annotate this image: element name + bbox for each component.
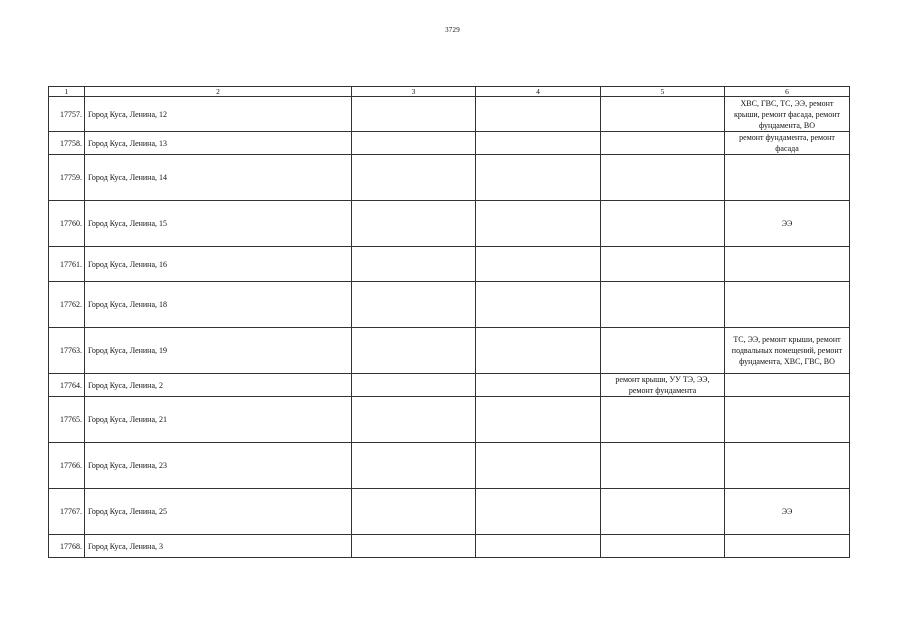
cell-col3 <box>352 97 476 132</box>
cell-col5: ремонт крыши, УУ ТЭ, ЭЭ, ремонт фундамента <box>601 374 725 397</box>
cell-col4 <box>476 489 601 535</box>
table-row <box>49 489 850 535</box>
table-row <box>49 443 850 489</box>
column-header: 1 <box>49 87 85 97</box>
address-cell: Город Куса, Ленина, 21 <box>85 397 352 443</box>
row-number: 17763. <box>49 328 85 374</box>
cell-col6: ЭЭ <box>725 201 850 247</box>
cell-col5 <box>601 247 725 282</box>
address-cell: Город Куса, Ленина, 18 <box>85 282 352 328</box>
table-row <box>49 282 850 328</box>
cell-col3 <box>352 247 476 282</box>
cell-col5 <box>601 155 725 201</box>
table-row <box>49 397 850 443</box>
cell-col6 <box>725 535 850 558</box>
cell-col3 <box>352 155 476 201</box>
address-cell: Город Куса, Ленина, 25 <box>85 489 352 535</box>
cell-col3 <box>352 282 476 328</box>
cell-col3 <box>352 535 476 558</box>
cell-col4 <box>476 247 601 282</box>
cell-col4 <box>476 282 601 328</box>
cell-col6 <box>725 247 850 282</box>
cell-col6 <box>725 397 850 443</box>
row-number: 17767. <box>49 489 85 535</box>
cell-col6: ЭЭ <box>725 489 850 535</box>
address-cell: Город Куса, Ленина, 16 <box>85 247 352 282</box>
cell-col5 <box>601 201 725 247</box>
column-header: 5 <box>601 87 725 97</box>
cell-col4 <box>476 535 601 558</box>
cell-col3 <box>352 201 476 247</box>
cell-col5 <box>601 489 725 535</box>
address-cell: Город Куса, Ленина, 15 <box>85 201 352 247</box>
cell-col4 <box>476 374 601 397</box>
cell-col5 <box>601 97 725 132</box>
cell-col6: ТС, ЭЭ, ремонт крыши, ремонт подвальных помещений, ремонт фундамента, ХВС, ГВС, ВО <box>725 328 850 374</box>
housing-table <box>48 86 850 558</box>
cell-col5 <box>601 443 725 489</box>
address-cell: Город Куса, Ленина, 23 <box>85 443 352 489</box>
row-number: 17762. <box>49 282 85 328</box>
cell-col6 <box>725 374 850 397</box>
row-number: 17764. <box>49 374 85 397</box>
cell-col4 <box>476 397 601 443</box>
cell-col3 <box>352 374 476 397</box>
cell-col4 <box>476 97 601 132</box>
cell-col5 <box>601 535 725 558</box>
cell-col4 <box>476 328 601 374</box>
cell-col4 <box>476 201 601 247</box>
table-row <box>49 328 850 374</box>
column-header: 2 <box>85 87 352 97</box>
row-number: 17768. <box>49 535 85 558</box>
address-cell: Город Куса, Ленина, 13 <box>85 132 352 155</box>
row-number: 17758. <box>49 132 85 155</box>
cell-col3 <box>352 443 476 489</box>
cell-col6: ХВС, ГВС, ТС, ЭЭ, ремонт крыши, ремонт фасада, ремонт фундамента, ВО <box>725 97 850 132</box>
column-header: 3 <box>352 87 476 97</box>
column-header: 6 <box>725 87 850 97</box>
cell-col6 <box>725 443 850 489</box>
cell-col5 <box>601 282 725 328</box>
row-number: 17765. <box>49 397 85 443</box>
row-number: 17761. <box>49 247 85 282</box>
row-number: 17757. <box>49 97 85 132</box>
table-row <box>49 155 850 201</box>
cell-col4 <box>476 443 601 489</box>
table-row <box>49 247 850 282</box>
cell-col3 <box>352 132 476 155</box>
row-number: 17766. <box>49 443 85 489</box>
cell-col3 <box>352 489 476 535</box>
address-cell: Город Куса, Ленина, 19 <box>85 328 352 374</box>
cell-col3 <box>352 328 476 374</box>
table-row <box>49 132 850 155</box>
page-number: 3729 <box>445 26 460 34</box>
address-cell: Город Куса, Ленина, 12 <box>85 97 352 132</box>
address-cell: Город Куса, Ленина, 14 <box>85 155 352 201</box>
address-cell: Город Куса, Ленина, 2 <box>85 374 352 397</box>
table-row <box>49 97 850 132</box>
cell-col5 <box>601 328 725 374</box>
header-row <box>49 87 850 97</box>
cell-col6 <box>725 282 850 328</box>
row-number: 17760. <box>49 201 85 247</box>
address-cell: Город Куса, Ленина, 3 <box>85 535 352 558</box>
column-header: 4 <box>476 87 601 97</box>
cell-col6 <box>725 155 850 201</box>
cell-col5 <box>601 132 725 155</box>
table-row <box>49 374 850 397</box>
cell-col3 <box>352 397 476 443</box>
table-row <box>49 201 850 247</box>
cell-col5 <box>601 397 725 443</box>
row-number: 17759. <box>49 155 85 201</box>
cell-col4 <box>476 132 601 155</box>
cell-col6: ремонт фундамента, ремонт фасада <box>725 132 850 155</box>
cell-col4 <box>476 155 601 201</box>
table-row <box>49 535 850 558</box>
